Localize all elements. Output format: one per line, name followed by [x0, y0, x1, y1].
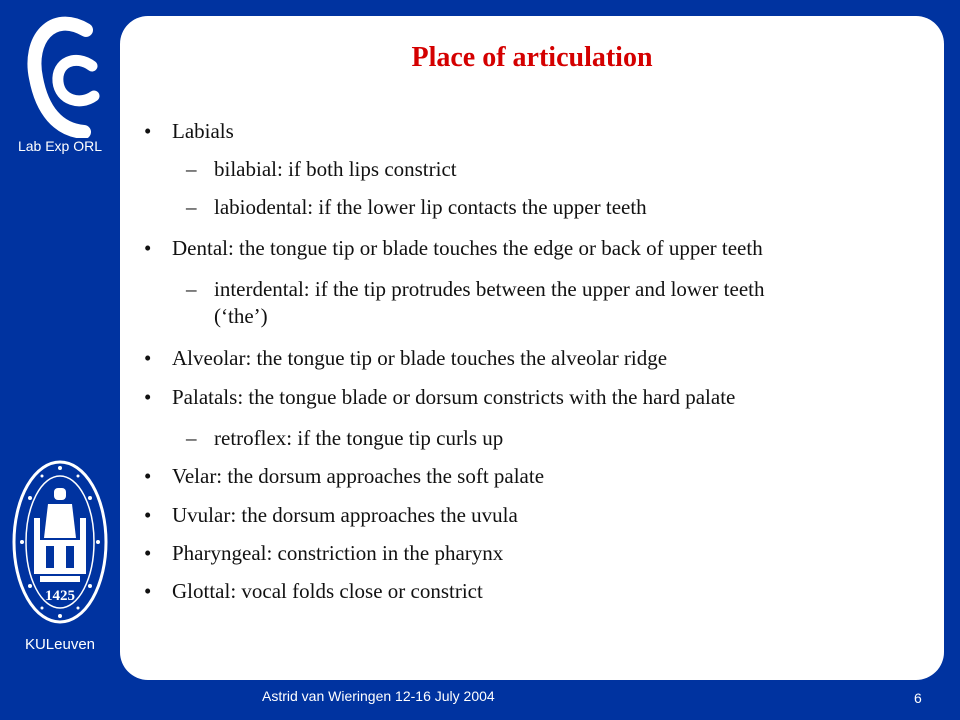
bullet-text: Velar: the dorsum approaches the soft palate [172, 464, 545, 488]
bullet-text: Palatals: the tongue blade or dorsum constricts with the hard palate [172, 385, 736, 409]
bullet-item [144, 235, 920, 261]
dash-marker: – [186, 195, 197, 219]
page-number: 6 [914, 690, 922, 706]
bullet-item [144, 540, 920, 566]
bullet-marker: • [144, 541, 152, 565]
bullet-item [144, 118, 920, 144]
bullet-marker: • [144, 119, 152, 143]
sub-bullet-item [214, 303, 920, 329]
slide-title: Place of articulation [411, 42, 653, 73]
sub-bullet-item [186, 194, 920, 220]
bullet-text: Uvular: the dorsum approaches the uvula [172, 503, 518, 527]
bullet-item [144, 345, 920, 371]
sub-bullet-item [186, 276, 920, 302]
kuleuven-seal [10, 458, 110, 626]
sub-bullet-item [186, 156, 920, 182]
bullet-text: labiodental: if the lower lip contacts the upper teeth [214, 195, 647, 219]
dash-marker: – [186, 277, 197, 301]
bullet-text: Dental: the tongue tip or blade touches the edge or back of upper teeth [172, 236, 763, 260]
bullet-item [144, 578, 920, 604]
bullet-marker: • [144, 346, 152, 370]
bullet-item [144, 384, 920, 410]
bullet-marker: • [144, 385, 152, 409]
bullet-marker: • [144, 464, 152, 488]
seal-year: 1425 [45, 588, 75, 604]
slide-panel [120, 16, 944, 680]
bullet-item [144, 463, 920, 489]
bullet-text: Glottal: vocal folds close or constrict [172, 579, 483, 603]
footer-presenter: Astrid van Wieringen 12-16 July 2004 [262, 688, 495, 704]
bullet-text: retroflex: if the tongue tip curls up [214, 426, 504, 450]
bullet-marker: • [144, 579, 152, 603]
bullet-text: Labials [172, 119, 234, 143]
university-label: KULeuven [24, 636, 96, 653]
sub-bullet-item [186, 425, 920, 451]
bullet-marker: • [144, 503, 152, 527]
dash-marker: – [186, 426, 197, 450]
bullet-text: (‘the’) [214, 304, 268, 328]
bullet-text: Alveolar: the tongue tip or blade touches the alveolar ridge [172, 346, 668, 370]
bullet-text: bilabial: if both lips constrict [214, 157, 457, 181]
bullet-marker: • [144, 236, 152, 260]
bullet-item [144, 502, 920, 528]
bullet-text: interdental: if the tip protrudes between the upper and lower teeth [214, 277, 765, 301]
lab-label: Lab Exp ORL [17, 138, 103, 154]
bullet-text: Pharyngeal: constriction in the pharynx [172, 541, 504, 565]
sidebar [0, 0, 120, 720]
lab-exp-orl-logo [22, 10, 108, 138]
dash-marker: – [186, 157, 197, 181]
